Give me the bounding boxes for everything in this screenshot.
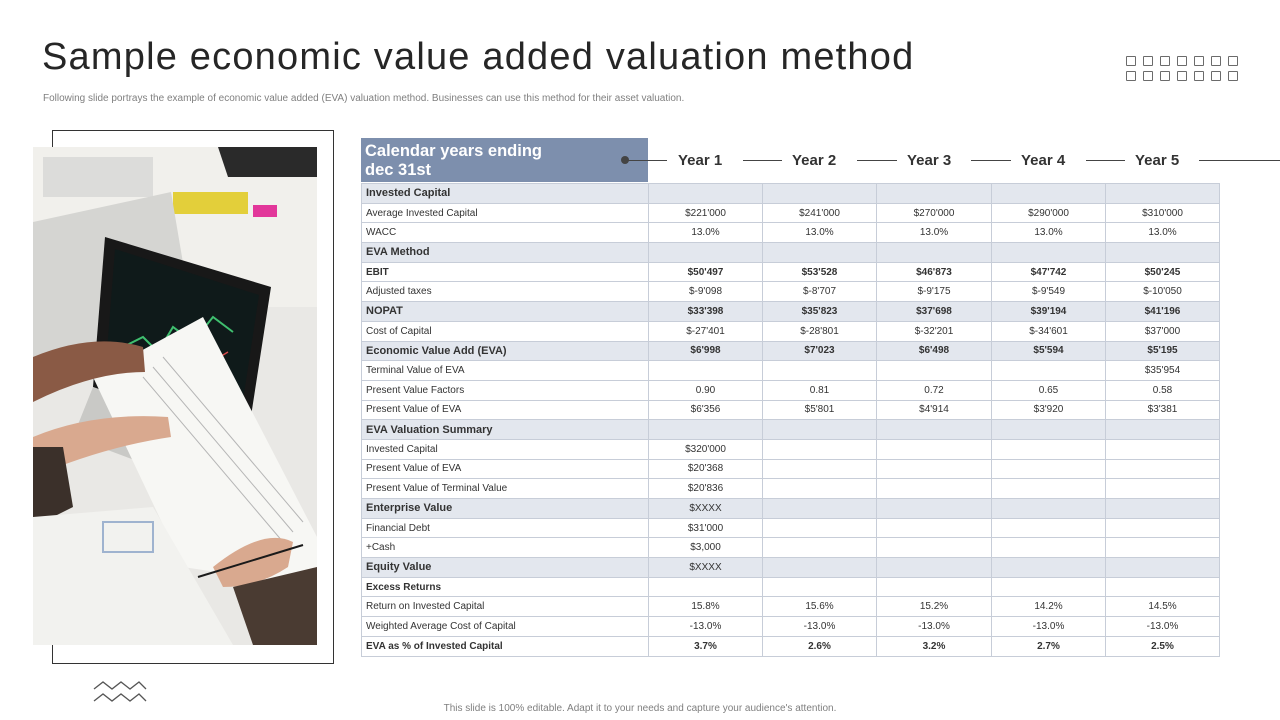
cell-value (763, 518, 877, 538)
cell-value: $290'000 (992, 203, 1106, 223)
cell-value (877, 577, 992, 597)
cell-value: $-27'401 (649, 321, 763, 341)
table-row (362, 636, 1220, 656)
row-label: NOPAT (362, 302, 649, 322)
cell-value (992, 558, 1106, 578)
cell-value: 14.5% (1106, 597, 1220, 617)
row-label: EVA Method (362, 243, 649, 263)
row-label: Present Value of Terminal Value (362, 479, 649, 499)
year-header: Year 2 (792, 152, 837, 169)
cell-value: 15.6% (763, 597, 877, 617)
cell-value (763, 439, 877, 459)
table-row (362, 617, 1220, 637)
cell-value: -13.0% (877, 617, 992, 637)
cell-value: $320'000 (649, 439, 763, 459)
table-header-line2: dec 31st (365, 161, 432, 179)
cell-value: $-10'050 (1106, 282, 1220, 302)
table-row (362, 558, 1220, 578)
cell-value (649, 361, 763, 381)
cell-value: $310'000 (1106, 203, 1220, 223)
cell-value (763, 479, 877, 499)
cell-value (1106, 420, 1220, 440)
cell-value (992, 361, 1106, 381)
cell-value: $5'195 (1106, 341, 1220, 361)
cell-value: 2.7% (992, 636, 1106, 656)
cell-value (1106, 577, 1220, 597)
footer-note: This slide is 100% editable. Adapt it to your needs and capture your audience's attention. (443, 703, 837, 714)
row-label: Invested Capital (362, 439, 649, 459)
cell-value (877, 518, 992, 538)
header-connector-line (971, 160, 1011, 161)
office-photo (33, 147, 317, 645)
cell-value: -13.0% (649, 617, 763, 637)
row-label: Adjusted taxes (362, 282, 649, 302)
cell-value (877, 361, 992, 381)
cell-value (1106, 184, 1220, 204)
cell-value: $39'194 (992, 302, 1106, 322)
cell-value (992, 420, 1106, 440)
cell-value: 15.8% (649, 597, 763, 617)
table-row (362, 577, 1220, 597)
cell-value: $35'954 (1106, 361, 1220, 381)
cell-value (763, 184, 877, 204)
table-row (362, 302, 1220, 322)
cell-value (649, 420, 763, 440)
cell-value (763, 420, 877, 440)
cell-value (992, 459, 1106, 479)
cell-value (877, 184, 992, 204)
eva-table (361, 183, 1220, 657)
table-header-label (361, 138, 648, 182)
table-row (362, 361, 1220, 381)
cell-value (992, 439, 1106, 459)
square-grid-icon (1126, 56, 1238, 81)
cell-value (1106, 518, 1220, 538)
header-connector-line (625, 160, 667, 161)
year-header: Year 3 (907, 152, 952, 169)
cell-value (1106, 499, 1220, 519)
cell-value (763, 577, 877, 597)
cell-value: $-32'201 (877, 321, 992, 341)
table-row (362, 420, 1220, 440)
cell-value (992, 184, 1106, 204)
header-connector-line (1199, 160, 1280, 161)
cell-value (1106, 538, 1220, 558)
cell-value: $221'000 (649, 203, 763, 223)
table-row (362, 597, 1220, 617)
row-label: Equity Value (362, 558, 649, 578)
row-label: Average Invested Capital (362, 203, 649, 223)
cell-value: $-34'601 (992, 321, 1106, 341)
cell-value: $3'381 (1106, 400, 1220, 420)
cell-value: $50'245 (1106, 262, 1220, 282)
cell-value: 0.58 (1106, 380, 1220, 400)
cell-value: 15.2% (877, 597, 992, 617)
cell-value (877, 558, 992, 578)
table-row (362, 341, 1220, 361)
cell-value: $5'594 (992, 341, 1106, 361)
cell-value (1106, 479, 1220, 499)
cell-value (877, 243, 992, 263)
year-header: Year 4 (1021, 152, 1066, 169)
row-label: EBIT (362, 262, 649, 282)
row-label: EVA Valuation Summary (362, 420, 649, 440)
cell-value (877, 439, 992, 459)
cell-value: -13.0% (992, 617, 1106, 637)
table-row (362, 262, 1220, 282)
table-row (362, 499, 1220, 519)
row-label: Financial Debt (362, 518, 649, 538)
cell-value: $XXXX (649, 558, 763, 578)
cell-value: $47'742 (992, 262, 1106, 282)
row-label: Present Value Factors (362, 380, 649, 400)
cell-value (763, 243, 877, 263)
slide-subtitle: Following slide portrays the example of economic value added (EVA) valuation method. Businesses can use this method for their asset valuation. (43, 93, 685, 104)
slide-title: Sample economic value added valuation method (42, 36, 915, 78)
cell-value: 2.5% (1106, 636, 1220, 656)
cell-value (992, 518, 1106, 538)
cell-value (763, 499, 877, 519)
cell-value: $-9'549 (992, 282, 1106, 302)
cell-value (1106, 459, 1220, 479)
cell-value (992, 243, 1106, 263)
header-connector-line (1086, 160, 1125, 161)
table-row (362, 380, 1220, 400)
year-header: Year 5 (1135, 152, 1180, 169)
cell-value: 2.6% (763, 636, 877, 656)
cell-value (763, 459, 877, 479)
row-label: Present Value of EVA (362, 400, 649, 420)
cell-value (763, 361, 877, 381)
row-label: +Cash (362, 538, 649, 558)
cell-value: -13.0% (1106, 617, 1220, 637)
cell-value: $37'000 (1106, 321, 1220, 341)
cell-value (763, 558, 877, 578)
cell-value: $50'497 (649, 262, 763, 282)
table-header-line1: Calendar years ending (365, 142, 542, 160)
cell-value (1106, 439, 1220, 459)
year-header: Year 1 (678, 152, 723, 169)
cell-value (877, 538, 992, 558)
cell-value: 3.7% (649, 636, 763, 656)
row-label: Terminal Value of EVA (362, 361, 649, 381)
cell-value (649, 577, 763, 597)
cell-value: 14.2% (992, 597, 1106, 617)
table-row (362, 400, 1220, 420)
cell-value: $37'698 (877, 302, 992, 322)
cell-value: $5'801 (763, 400, 877, 420)
cell-value (649, 184, 763, 204)
cell-value: $6'356 (649, 400, 763, 420)
table-row (362, 479, 1220, 499)
table-row (362, 459, 1220, 479)
row-label: Enterprise Value (362, 499, 649, 519)
cell-value: $20'368 (649, 459, 763, 479)
row-label: Economic Value Add (EVA) (362, 341, 649, 361)
cell-value: $46'873 (877, 262, 992, 282)
cell-value: $-9'098 (649, 282, 763, 302)
cell-value: $53'528 (763, 262, 877, 282)
row-label: Excess Returns (362, 577, 649, 597)
cell-value: 0.65 (992, 380, 1106, 400)
header-connector-line (743, 160, 782, 161)
cell-value: 13.0% (877, 223, 992, 243)
cell-value: 0.81 (763, 380, 877, 400)
cell-value (877, 420, 992, 440)
table-row (362, 439, 1220, 459)
cell-value: $-8'707 (763, 282, 877, 302)
table-row (362, 282, 1220, 302)
cell-value (992, 499, 1106, 519)
cell-value: 13.0% (649, 223, 763, 243)
table-row (362, 184, 1220, 204)
cell-value (877, 479, 992, 499)
cell-value (1106, 558, 1220, 578)
cell-value: 3.2% (877, 636, 992, 656)
cell-value (992, 479, 1106, 499)
cell-value (992, 577, 1106, 597)
cell-value: $6'998 (649, 341, 763, 361)
row-label: Return on Invested Capital (362, 597, 649, 617)
row-label: Present Value of EVA (362, 459, 649, 479)
table-row (362, 223, 1220, 243)
cell-value: $20'836 (649, 479, 763, 499)
row-label: Invested Capital (362, 184, 649, 204)
cell-value: $41'196 (1106, 302, 1220, 322)
cell-value: 13.0% (1106, 223, 1220, 243)
cell-value: $3'920 (992, 400, 1106, 420)
row-label: Cost of Capital (362, 321, 649, 341)
cell-value: $270'000 (877, 203, 992, 223)
cell-value: 0.90 (649, 380, 763, 400)
zigzag-icon (93, 679, 147, 705)
cell-value: $3,000 (649, 538, 763, 558)
table-row (362, 321, 1220, 341)
cell-value (877, 459, 992, 479)
cell-value (649, 243, 763, 263)
cell-value: $4'914 (877, 400, 992, 420)
cell-value: 13.0% (992, 223, 1106, 243)
cell-value: 13.0% (763, 223, 877, 243)
cell-value: 0.72 (877, 380, 992, 400)
cell-value: $XXXX (649, 499, 763, 519)
cell-value: $-9'175 (877, 282, 992, 302)
cell-value: $31'000 (649, 518, 763, 538)
row-label: EVA as % of Invested Capital (362, 636, 649, 656)
row-label: Weighted Average Cost of Capital (362, 617, 649, 637)
cell-value: $241'000 (763, 203, 877, 223)
cell-value (992, 538, 1106, 558)
header-connector-line (857, 160, 897, 161)
table-row (362, 518, 1220, 538)
cell-value (1106, 243, 1220, 263)
table-row (362, 243, 1220, 263)
table-row (362, 203, 1220, 223)
cell-value: $7'023 (763, 341, 877, 361)
cell-value (763, 538, 877, 558)
cell-value: $6'498 (877, 341, 992, 361)
cell-value: $35'823 (763, 302, 877, 322)
table-row (362, 538, 1220, 558)
cell-value: -13.0% (763, 617, 877, 637)
cell-value: $33'398 (649, 302, 763, 322)
row-label: WACC (362, 223, 649, 243)
cell-value: $-28'801 (763, 321, 877, 341)
cell-value (877, 499, 992, 519)
